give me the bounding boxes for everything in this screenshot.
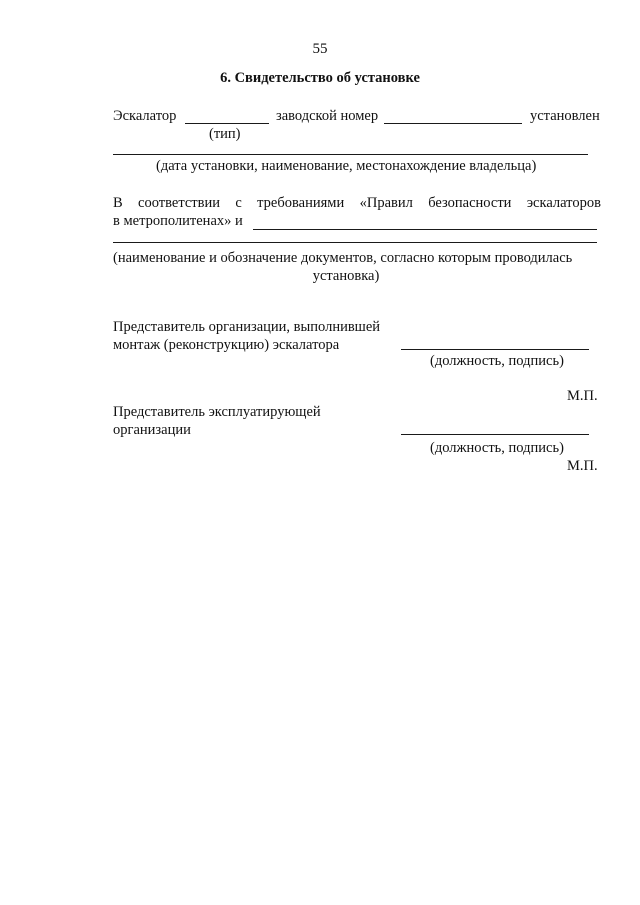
type-caption: (тип) <box>209 126 241 142</box>
documents-blank-1 <box>253 229 597 230</box>
installer-label-1: Представитель организации, выполнившей <box>113 319 381 335</box>
installer-stamp: М.П. <box>567 388 598 404</box>
operator-stamp: М.П. <box>567 458 598 474</box>
documents-caption-2: установка) <box>312 268 380 284</box>
compliance-word: В <box>113 195 123 211</box>
install-date-blank <box>113 154 588 155</box>
factory-number-blank <box>384 123 522 124</box>
installer-label-2: монтаж (реконструкцию) эскалатора <box>113 337 340 353</box>
factory-number-label: заводской номер <box>276 108 379 124</box>
installer-signature-blank <box>401 349 589 350</box>
install-caption: (дата установки, наименование, местонахождение владельца) <box>156 158 537 174</box>
installer-signature-caption: (должность, подпись) <box>430 353 564 369</box>
documents-caption-1: (наименование и обозначение документов, согласно которым проводилась <box>113 250 573 266</box>
installed-label: установлен <box>530 108 600 124</box>
compliance-word: «Правил <box>359 195 413 211</box>
documents-blank-2 <box>113 242 597 243</box>
page-title: 6. Свидетельство об установке <box>220 70 420 86</box>
escalator-label: Эскалатор <box>113 108 177 124</box>
compliance-word: эскалаторов <box>526 195 601 211</box>
page-number: 55 <box>312 41 328 57</box>
compliance-word: соответствии <box>138 195 220 211</box>
compliance-line-1 <box>113 195 601 212</box>
operator-signature-caption: (должность, подпись) <box>430 440 564 456</box>
compliance-word: безопасности <box>428 195 512 211</box>
compliance-word: с <box>235 195 242 211</box>
operator-label-2: организации <box>113 422 191 438</box>
compliance-word: требованиями <box>257 195 345 211</box>
compliance-line-2: в метрополитенах» и <box>113 213 243 229</box>
operator-label-1: Представитель эксплуатирующей <box>113 404 321 420</box>
operator-signature-blank <box>401 434 589 435</box>
escalator-type-blank <box>185 123 269 124</box>
